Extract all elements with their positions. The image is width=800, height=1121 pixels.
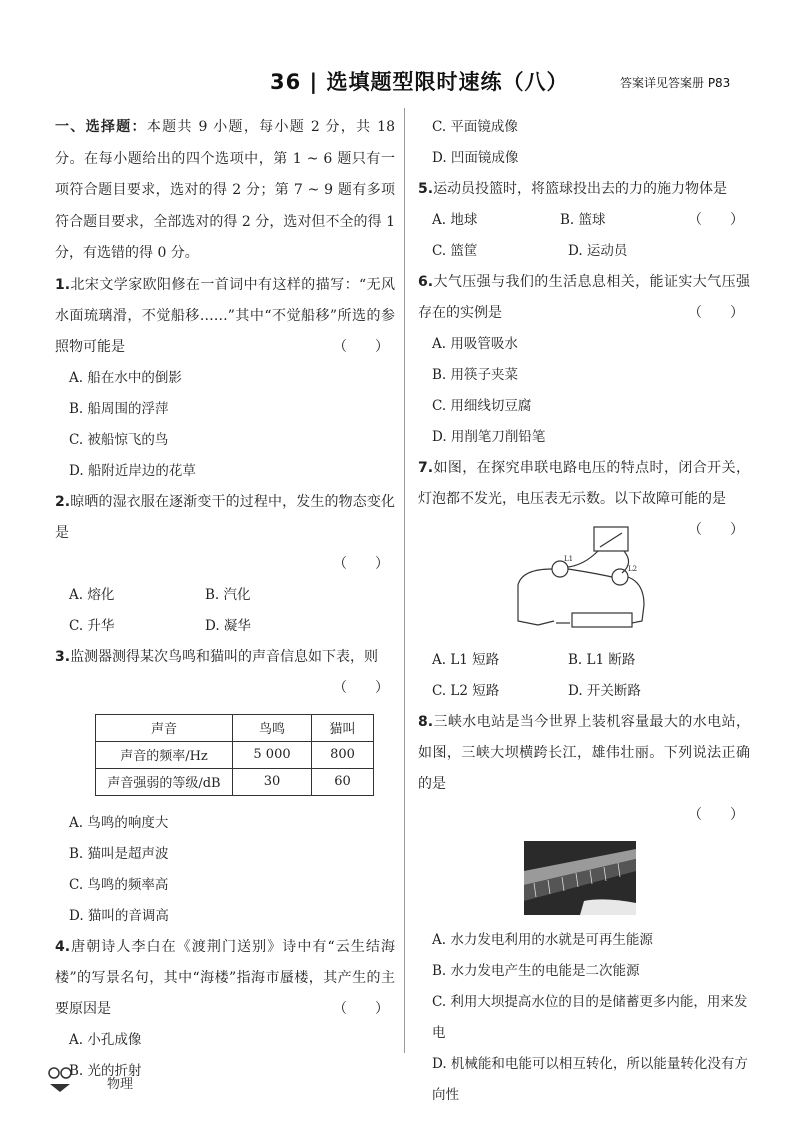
question-8 <box>418 707 750 1111</box>
section-instructions <box>55 112 395 270</box>
question-2 <box>55 487 395 642</box>
option-a: A. 地球 <box>432 212 478 228</box>
answer-reference: 答案详见答案册 P83 <box>620 76 731 90</box>
page-footer <box>45 1064 345 1104</box>
right-column <box>418 112 750 1111</box>
option-a: A. 船在水中的倒影 <box>69 369 182 386</box>
option-a: A. L1 短路 <box>432 652 500 668</box>
option-b: B. 用筷子夹菜 <box>432 367 519 383</box>
question-stem: 唐朝诗人李白在《渡荆门送别》诗中有“云生结海楼”的写景名句，其中“海楼”指海市蜃楼，其产生的主要原因是 <box>55 938 395 1017</box>
page-header <box>0 62 800 102</box>
l1-label: L1 <box>564 555 574 563</box>
section-text: 本题共 9 小题，每小题 2 分，共 18 分。在每小题给出的四个选项中，第 1 ~ 6 题只有一项符合题目要求，选对的得 2 分；第 7 ~ 9 题有多项符合题目要求，全部选对的得 2 分，选对但不全的得 1 分，有选错的得 0 分。 <box>55 119 395 261</box>
l2-label: L2 <box>628 565 638 573</box>
table-cell: 5 000 <box>233 741 312 768</box>
question-number: 1. <box>55 276 71 293</box>
question-6 <box>418 267 750 453</box>
section-heading: 一、选择题： <box>55 119 147 135</box>
option-a: A. 用吸管吸水 <box>432 336 518 352</box>
option-c: C. 鸟鸣的频率高 <box>69 876 169 893</box>
bulb-l1 <box>552 561 568 577</box>
answer-blank: （ ） <box>688 807 744 823</box>
option-d: D. 机械能和电能可以相互转化，所以能量转化没有方向性 <box>432 1056 748 1103</box>
table-cell: 声音的频率/Hz <box>96 741 233 768</box>
voltmeter <box>594 527 628 551</box>
answer-blank: （ ） <box>333 679 389 696</box>
table-row <box>96 741 374 768</box>
answer-blank: （ ） <box>688 212 744 228</box>
bulb-l2 <box>612 569 628 585</box>
question-stem: 北宋文学家欧阳修在一首词中有这样的描写：“无风水面琉璃滑，不觉船移……”其中“不觉船移”所选的参照物可能是 <box>55 276 395 355</box>
question-number: 7. <box>418 460 434 476</box>
option-a: A. 水力发电利用的水就是可再生能源 <box>432 932 653 948</box>
table-cell: 60 <box>312 768 374 795</box>
option-b: B. 篮球 <box>560 212 606 228</box>
table-header: 声音 <box>96 714 233 741</box>
table-header-row <box>96 714 374 741</box>
left-column <box>55 112 395 1087</box>
option-d: D. 开关断路 <box>568 683 641 699</box>
table-header: 猫叫 <box>312 714 374 741</box>
table-header: 鸟鸣 <box>233 714 312 741</box>
option-b: B. 猫叫是超声波 <box>69 845 169 862</box>
option-b: B. L1 断路 <box>568 652 636 668</box>
question-number: 3. <box>55 648 71 665</box>
page-title: 36 | 选填题型限时速练（八） <box>270 70 569 94</box>
question-stem: 如图，在探究串联电路电压的特点时，闭合开关，灯泡都不发光，电压表无示数。以下故障可能的是 <box>418 460 750 507</box>
question-stem: 运动员投篮时，将篮球投出去的力的施力物体是 <box>433 181 728 197</box>
question-stem: 大气压强与我们的生活息息相关，能证实大气压强存在的实例是 <box>418 274 750 321</box>
answer-blank: （ ） <box>333 1000 389 1017</box>
answer-blank: （ ） <box>688 305 744 321</box>
option-c: C. 用细线切豆腐 <box>432 398 532 414</box>
option-c: C. 升华 <box>69 617 115 634</box>
question-5 <box>418 174 750 267</box>
option-d: D. 船附近岸边的花草 <box>69 462 196 479</box>
option-b: B. 汽化 <box>205 586 251 603</box>
battery <box>572 613 632 627</box>
answer-blank: （ ） <box>333 555 389 572</box>
question-number: 8. <box>418 714 434 730</box>
sound-data-table <box>95 714 374 796</box>
option-c: C. 平面镜成像 <box>432 119 518 135</box>
three-gorges-dam-photo <box>524 841 636 915</box>
table-cell: 30 <box>233 768 312 795</box>
question-number: 4. <box>55 938 71 955</box>
table-cell: 声音强弱的等级/dB <box>96 768 233 795</box>
table-cell: 800 <box>312 741 374 768</box>
question-number: 6. <box>418 274 434 290</box>
option-b: B. 光的折射 <box>69 1062 142 1079</box>
circuit-diagram <box>514 525 654 635</box>
option-d: D. 凝华 <box>205 617 251 634</box>
question-1 <box>55 270 395 487</box>
question-stem: 监测器测得某次鸟鸣和猫叫的声音信息如下表，则 <box>70 648 379 665</box>
option-d: D. 凹面镜成像 <box>432 150 519 166</box>
question-stem: 晾晒的湿衣服在逐渐变干的过程中，发生的物态变化是 <box>55 493 395 541</box>
column-divider <box>404 108 405 1053</box>
option-d: D. 运动员 <box>568 243 628 259</box>
option-b: B. 水力发电产生的电能是二次能源 <box>432 963 640 979</box>
option-d: D. 猫叫的音调高 <box>69 907 169 924</box>
question-number: 2. <box>55 493 71 510</box>
option-a: A. 熔化 <box>69 586 115 603</box>
question-number: 5. <box>418 181 434 197</box>
option-c: C. 被船惊飞的鸟 <box>69 431 169 448</box>
option-c: C. L2 短路 <box>432 683 500 699</box>
subject-label: 物理 <box>107 1077 134 1092</box>
option-c: C. 利用大坝提高水位的目的是储蓄更多内能，用来发电 <box>432 994 748 1041</box>
publisher-logo-icon <box>45 1064 75 1094</box>
option-b: B. 船周围的浮萍 <box>69 400 169 417</box>
option-a: A. 小孔成像 <box>69 1031 142 1048</box>
table-row <box>96 768 374 795</box>
question-7 <box>418 453 750 707</box>
answer-blank: （ ） <box>333 338 389 355</box>
option-a: A. 鸟鸣的响度大 <box>69 814 169 831</box>
option-c: C. 篮筐 <box>432 243 478 259</box>
question-3 <box>55 642 395 932</box>
option-d: D. 用削笔刀削铅笔 <box>432 429 546 445</box>
answer-blank: （ ） <box>688 522 744 538</box>
question-stem: 三峡水电站是当今世界上装机容量最大的水电站，如图，三峡大坝横跨长江，雄伟壮丽。下列说法正确的是 <box>418 714 750 792</box>
